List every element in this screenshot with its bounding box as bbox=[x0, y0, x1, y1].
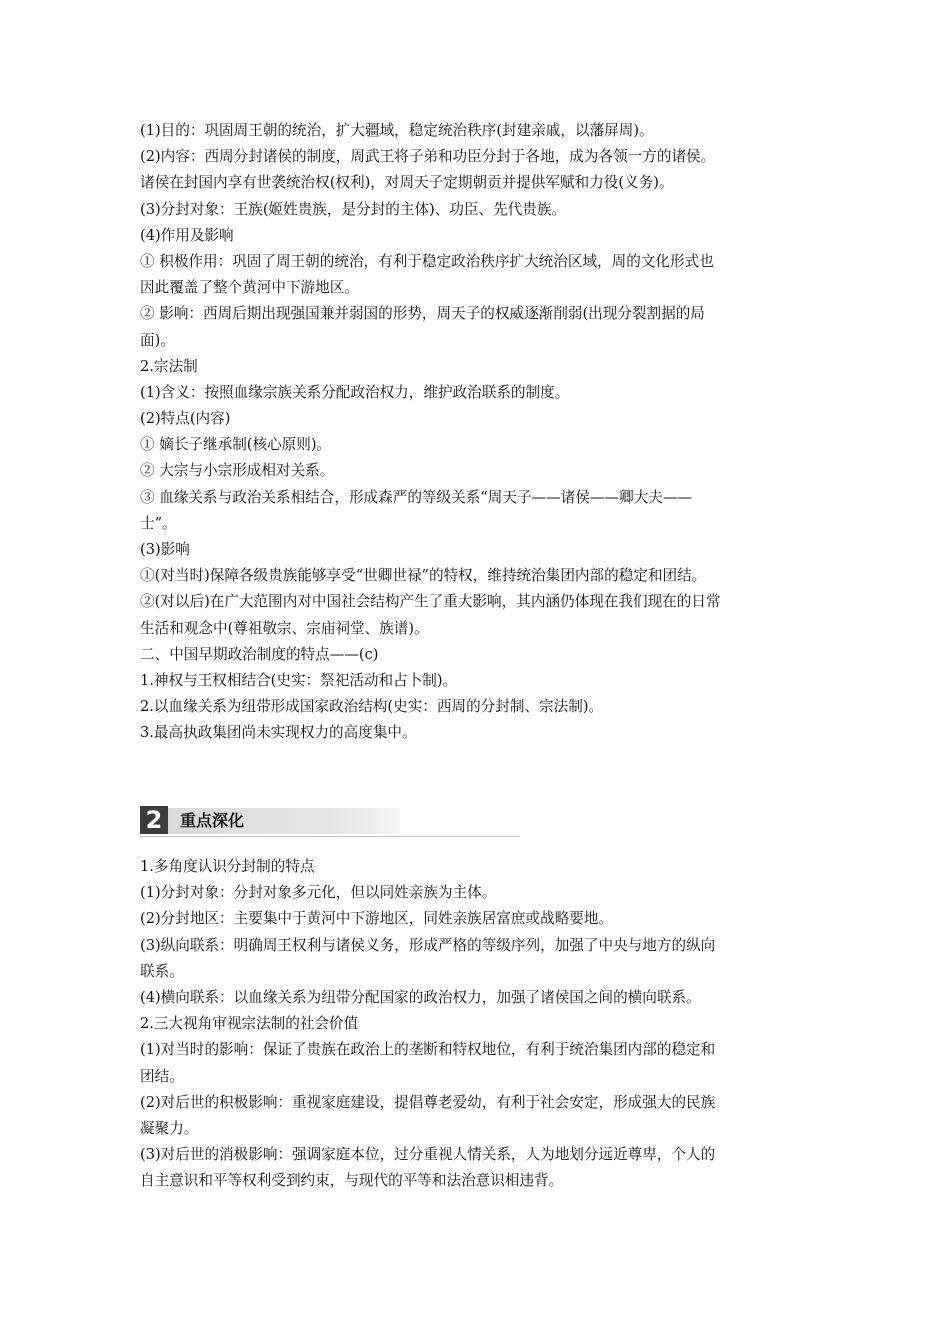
text-line: 团结。 bbox=[140, 1067, 184, 1085]
text-line: (3)对后世的消极影响：强调家庭本位，过分重视人情关系，人为地划分远近尊卑，个人的 bbox=[140, 1146, 716, 1164]
text-line: (4)作用及影响 bbox=[140, 226, 234, 244]
text-block-historical-system bbox=[140, 118, 812, 747]
text-line: ①(对当时)保障各级贵族能够享受“世卿世禄”的特权，维持统治集团内部的稳定和团结。 bbox=[140, 567, 707, 585]
text-line: (4)横向联系：以血缘关系为纽带分配国家的政治权力，加强了诸侯国之间的横向联系。 bbox=[140, 988, 701, 1006]
section-underline bbox=[140, 836, 520, 837]
text-line: 2.宗法制 bbox=[140, 357, 198, 375]
text-line: ① 积极作用：巩固了周王朝的统治，有利于稳定政治秩序扩大统治区域，周的文化形式也 bbox=[140, 252, 714, 270]
text-line: 面)。 bbox=[140, 331, 175, 349]
text-line: (3)影响 bbox=[140, 541, 190, 558]
text-line: 1.神权与王权相结合(史实：祭祀活动和占卜制)。 bbox=[140, 671, 458, 689]
text-line: ① 嫡长子继承制(核心原则)。 bbox=[140, 436, 332, 454]
text-line: 2.三大视角审视宗法制的社会价值 bbox=[140, 1015, 359, 1033]
text-line: 1.多角度认识分封制的特点 bbox=[140, 858, 315, 875]
text-line: (2)内容：西周分封诸侯的制度，周武王将子弟和功臣分封于各地，成为各领一方的诸侯。 bbox=[140, 148, 716, 166]
text-line: (1)分封对象：分封对象多元化，但以同姓亲族为主体。 bbox=[140, 884, 497, 902]
text-line: (3)纵向联系：明确周王权利与诸侯义务，形成严格的等级序列，加强了中央与地方的纵向 bbox=[140, 936, 716, 954]
text-line: 联系。 bbox=[140, 962, 184, 980]
text-line: ② 大宗与小宗形成相对关系。 bbox=[140, 462, 335, 480]
text-line: (1)对当时的影响：保证了贵族在政治上的垄断和特权地位，有利于统治集团内部的稳定和 bbox=[140, 1041, 716, 1059]
text-line: 二、中国早期政治制度的特点——(c) bbox=[140, 645, 379, 663]
text-line: ③ 血缘关系与政治关系相结合，形成森严的等级关系“周天子——诸侯——卿大夫—— bbox=[140, 488, 693, 506]
text-line: 士”。 bbox=[140, 514, 177, 532]
text-line: 诸侯在封国内享有世袭统治权(权利)，对周天子定期朝贡并提供军赋和力役(义务)。 bbox=[140, 174, 674, 192]
text-line: ② 影响：西周后期出现强国兼并弱国的形势，周天子的权威逐渐削弱(出现分裂割据的局 bbox=[140, 305, 705, 323]
text-line: (2)分封地区：主要集中于黄河中下游地区，同姓亲族居富庶或战略要地。 bbox=[140, 910, 614, 928]
text-line: 2.以血缘关系为纽带形成国家政治结构(史实：西周的分封制、宗法制)。 bbox=[140, 698, 604, 716]
section-title: 重点深化 bbox=[180, 811, 245, 830]
text-block-key-points bbox=[140, 854, 812, 1194]
text-line: 生活和观念中(尊祖敬宗、宗庙祠堂、族谱)。 bbox=[140, 619, 429, 637]
text-line: (1)目的：巩固周王朝的统治，扩大疆域，稳定统治秩序(封建亲戚，以藩屏周)。 bbox=[140, 122, 654, 139]
text-line: 凝聚力。 bbox=[140, 1119, 199, 1137]
text-line: (3)分封对象：王族(姬姓贵族，是分封的主体)、功臣、先代贵族。 bbox=[140, 200, 567, 218]
text-line: (1)含义：按照血缘宗族关系分配政治权力，维护政治联系的制度。 bbox=[140, 383, 570, 401]
text-line: 3.最高执政集团尚未实现权力的高度集中。 bbox=[140, 724, 417, 742]
text-line: 自主意识和平等权利受到约束，与现代的平等和法治意识相违背。 bbox=[140, 1172, 564, 1190]
text-line: 因此覆盖了整个黄河中下游地区。 bbox=[140, 279, 359, 297]
text-line: (2)对后世的积极影响：重视家庭建设，提倡尊老爱幼，有利于社会安定，形成强大的民族 bbox=[140, 1093, 716, 1111]
text-line: ②(对以后)在广大范围内对中国社会结构产生了重大影响，其内涵仍体现在我们现在的日常 bbox=[140, 593, 721, 611]
text-line: (2)特点(内容) bbox=[140, 410, 231, 428]
section-number-badge: 2 bbox=[140, 806, 168, 834]
section-header bbox=[140, 806, 520, 836]
